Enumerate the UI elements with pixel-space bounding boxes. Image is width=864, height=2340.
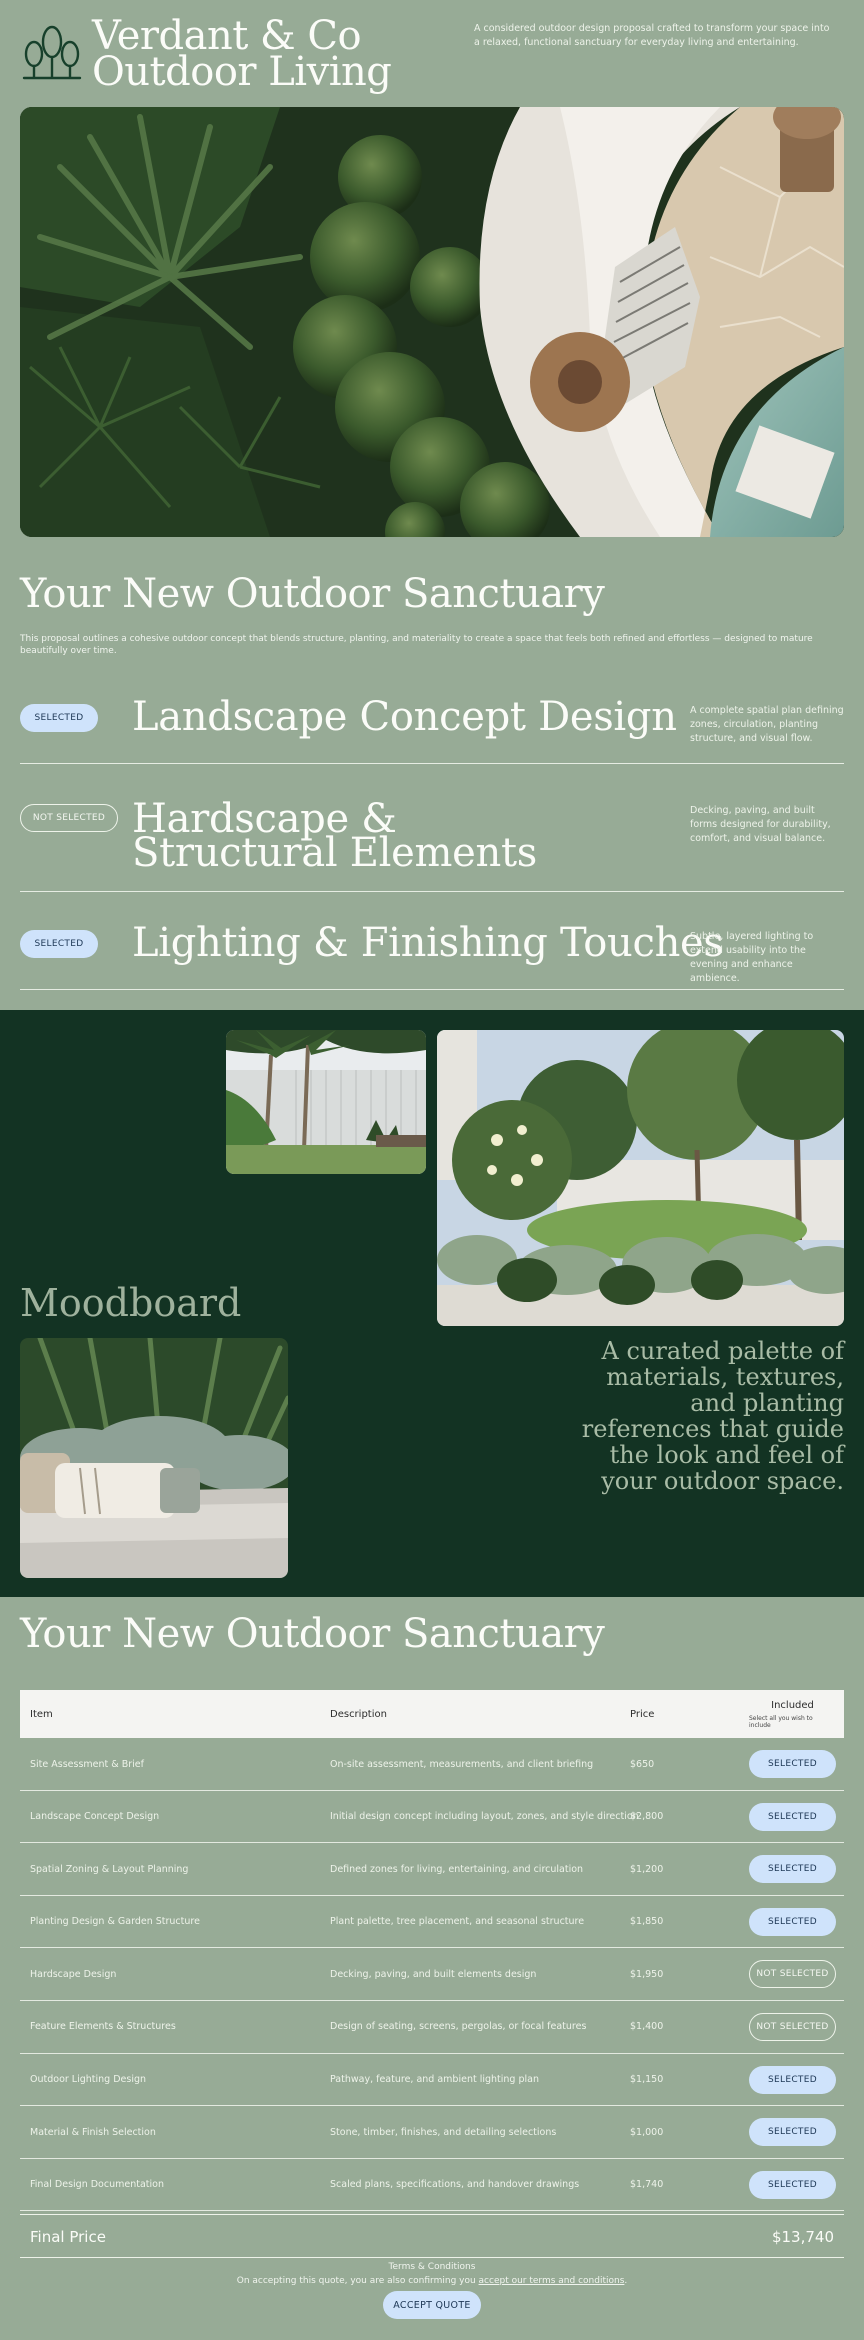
row-description: Stone, timber, finishes, and detailing selections: [330, 2126, 557, 2138]
row-description: On-site assessment, measurements, and client briefing: [330, 1758, 594, 1770]
include-toggle[interactable]: SELECTED: [749, 2118, 836, 2146]
row-item: Planting Design & Garden Structure: [30, 1916, 200, 1928]
moodboard-image-seating: [20, 1338, 288, 1578]
row-price: $1,150: [630, 2074, 664, 2086]
row-price: $1,950: [630, 1968, 664, 1980]
row-item: Feature Elements & Structures: [30, 2021, 176, 2033]
row-item: Hardscape Design: [30, 1968, 117, 1980]
row-description: Design of seating, screens, pergolas, or focal features: [330, 2021, 587, 2033]
row-description: Scaled plans, specifications, and handover drawings: [330, 2179, 580, 2191]
table-row: [20, 1896, 844, 1949]
include-toggle[interactable]: SELECTED: [749, 1855, 836, 1883]
intro-title: Your New Outdoor Sanctuary: [20, 571, 605, 617]
brand-name-line2: Outdoor Living: [92, 49, 392, 95]
three-trees-logo-icon: [20, 18, 84, 82]
brand-name: [92, 13, 392, 95]
terms-link[interactable]: accept our terms and conditions: [478, 2276, 625, 2286]
include-toggle[interactable]: SELECTED: [749, 1750, 836, 1778]
table-row: [20, 1843, 844, 1896]
table-row: [20, 2159, 844, 2212]
row-description: Decking, paving, and built elements design: [330, 1968, 537, 1980]
include-toggle[interactable]: SELECTED: [749, 1908, 836, 1936]
row-item: Site Assessment & Brief: [30, 1758, 144, 1770]
header-item: Item: [30, 1708, 53, 1720]
row-included: [749, 1791, 836, 1843]
row-included: [749, 2054, 836, 2106]
row-price: $2,800: [630, 1811, 664, 1823]
brand-tagline: A considered outdoor design proposal crafted to transform your space into a relaxed, functional sanctuary for everyday living and entertaining.: [474, 23, 830, 48]
service-status-toggle[interactable]: SELECTED: [20, 930, 98, 958]
table-row: [20, 1791, 844, 1844]
include-toggle[interactable]: NOT SELECTED: [749, 1960, 836, 1988]
row-description: Defined zones for living, entertaining, and circulation: [330, 1863, 584, 1875]
pricing-title: Your New Outdoor Sanctuary: [20, 1611, 605, 1657]
table-row: [20, 2106, 844, 2159]
row-included: [749, 1948, 836, 2000]
pricing-table-header: [20, 1690, 844, 1738]
moodboard-image-palms: [226, 1030, 426, 1174]
service-title: Landscape Concept Design: [132, 694, 677, 740]
service-title: Hardscape & Structural Elements: [132, 796, 538, 876]
service-hardscape: [20, 764, 844, 892]
service-description: A complete spatial plan defining zones, circulation, planting structure, and visual flow.: [690, 705, 844, 744]
brand-name-line1: Verdant & Co: [92, 13, 362, 59]
terms-text-prefix: On accepting this quote, you are also confirming you: [236, 2276, 479, 2286]
row-description: Initial design concept including layout, zones, and style direction: [330, 1811, 639, 1823]
include-toggle[interactable]: NOT SELECTED: [749, 2013, 836, 2041]
table-row: [20, 2054, 844, 2107]
row-price: $1,200: [630, 1863, 664, 1875]
include-toggle[interactable]: SELECTED: [749, 2066, 836, 2094]
header-included-label: Included: [771, 1699, 814, 1711]
service-status-toggle[interactable]: SELECTED: [20, 704, 98, 732]
row-included: [749, 1896, 836, 1948]
hero-image: [20, 107, 844, 537]
row-included: [749, 2159, 836, 2211]
row-item: Spatial Zoning & Layout Planning: [30, 1863, 189, 1875]
terms-title: Terms & Conditions: [388, 2262, 476, 2272]
final-price-label: Final Price: [30, 2228, 106, 2246]
moodboard-image-garden: [437, 1030, 844, 1326]
accept-quote-button[interactable]: ACCEPT QUOTE: [383, 2291, 481, 2319]
table-row: [20, 2001, 844, 2054]
include-toggle[interactable]: SELECTED: [749, 2171, 836, 2199]
table-row: [20, 1738, 844, 1791]
row-item: Landscape Concept Design: [30, 1811, 160, 1823]
table-row: [20, 1948, 844, 2001]
final-price-value: $13,740: [771, 2228, 834, 2246]
moodboard-text: A curated palette of materials, textures, and planting references that guide the look and feel of your outdoor space.: [581, 1337, 844, 1495]
row-price: $1,850: [630, 1916, 664, 1928]
terms-text-suffix: .: [624, 2276, 628, 2286]
row-item: Material & Finish Selection: [30, 2126, 156, 2138]
service-lighting: [20, 892, 844, 990]
row-item: Final Design Documentation: [30, 2179, 164, 2191]
intro-text: This proposal outlines a cohesive outdoor concept that blends structure, planting, and materiality to create a space that feels both refined and effortless — designed to mature beautifully over time.: [20, 634, 813, 656]
service-title: Lighting & Finishing Touches: [132, 920, 724, 966]
service-description: Subtle, layered lighting to extend usability into the evening and enhance ambience.: [690, 931, 814, 984]
service-status-toggle[interactable]: NOT SELECTED: [20, 804, 118, 832]
service-description: Decking, paving, and built forms designed for durability, comfort, and visual balance.: [690, 805, 831, 844]
row-description: Plant palette, tree placement, and seasonal structure: [330, 1916, 585, 1928]
row-included: [749, 1843, 836, 1895]
row-included: [749, 2106, 836, 2158]
final-price-row: [20, 2214, 844, 2258]
header-price: Price: [630, 1708, 655, 1720]
pricing-table: [20, 1690, 844, 2211]
row-included: [749, 2001, 836, 2053]
row-included: [749, 1738, 836, 1790]
header-included: [749, 1690, 836, 1738]
terms-text: [0, 2276, 864, 2286]
header-description: Description: [330, 1708, 387, 1720]
row-item: Outdoor Lighting Design: [30, 2074, 147, 2086]
row-price: $1,400: [630, 2021, 664, 2033]
service-landscape-concept: [20, 686, 844, 764]
include-toggle[interactable]: SELECTED: [749, 1803, 836, 1831]
row-price: $650: [630, 1758, 655, 1770]
row-price: $1,740: [630, 2179, 664, 2191]
header-included-hint: Select all you wish to include: [749, 1714, 813, 1729]
row-price: $1,000: [630, 2126, 664, 2138]
row-description: Pathway, feature, and ambient lighting plan: [330, 2074, 539, 2086]
moodboard-title: Moodboard: [20, 1281, 242, 1325]
